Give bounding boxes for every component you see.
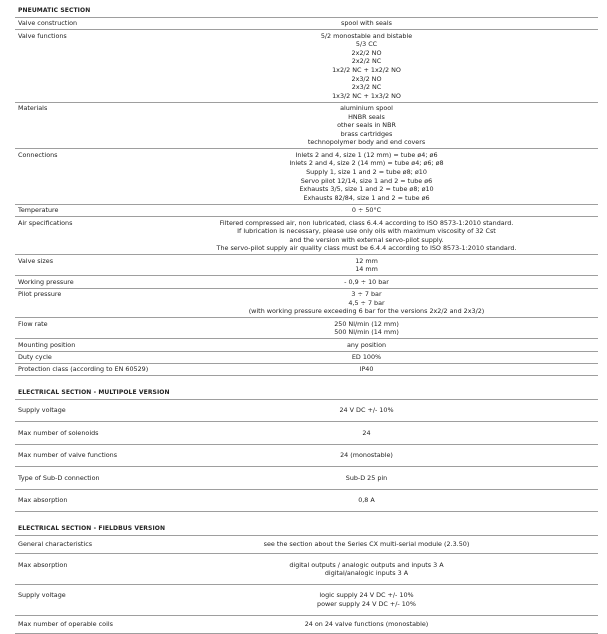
spec-value <box>175 255 598 276</box>
spec-value <box>175 363 598 375</box>
spec-value <box>175 318 598 339</box>
section-title: PNEUMATIC SECTION <box>15 5 598 17</box>
spec-value <box>175 102 598 149</box>
spec-label: Max absorption <box>15 489 175 511</box>
spec-value-line: and the version with external servo-pilot supply. <box>289 235 444 244</box>
spec-label: Valve functions <box>15 30 175 103</box>
spec-value-line: IP40 <box>359 365 374 374</box>
spec-value-line: Sub-D 25 pin <box>345 473 388 482</box>
spec-value-line: Exhausts 82/84, size 1 and 2 = tube ø6 <box>303 193 430 202</box>
section-spacer <box>15 511 598 523</box>
spec-value-line: If lubrication is necessary, please use only oils with maximum viscosity of 32 Cst <box>237 227 496 236</box>
spec-row <box>15 339 598 351</box>
spec-value-line: The servo-pilot supply air quality class must be 6.4.4 according to ISO 8573-1:2010 standard. <box>216 244 517 253</box>
spec-value-line: - 0,9 ÷ 10 bar <box>344 277 389 286</box>
spec-value-line: 5/3 CC <box>355 40 378 49</box>
spec-row <box>15 489 598 511</box>
spec-label: Flow rate <box>15 318 175 339</box>
specifications-table <box>15 5 598 634</box>
spec-value-line: (with working pressure exceeding 6 bar for the versions 2x2/2 and 2x3/2) <box>248 307 485 316</box>
spec-row <box>15 255 598 276</box>
spec-value <box>175 585 598 616</box>
section-header <box>15 523 598 535</box>
spec-value <box>175 444 598 466</box>
spec-value-line: Inlets 2 and 4, size 2 (14 mm) = tube ø4; ø6; ø8 <box>289 159 444 168</box>
spec-label: Duty cycle <box>15 351 175 363</box>
spec-row <box>15 276 598 288</box>
spec-value-line: 0 ÷ 50°C <box>351 206 382 215</box>
spec-value-line: 0,8 A <box>358 495 375 504</box>
spec-value-line: 5/2 monostable and bistable <box>320 31 413 40</box>
spec-value <box>175 489 598 511</box>
spec-value-line: 250 Nl/min (12 mm) <box>334 319 399 328</box>
spec-row <box>15 400 598 422</box>
spec-value-line: aluminium spool <box>340 104 393 113</box>
spec-value <box>175 17 598 29</box>
spec-value <box>175 467 598 489</box>
spec-label: Max number of solenoids <box>15 422 175 444</box>
spec-value <box>175 149 598 204</box>
spec-label: Air specifications <box>15 217 175 255</box>
spec-label: Max number of valve functions <box>15 444 175 466</box>
spec-value-line: 500 Nl/min (14 mm) <box>334 328 399 337</box>
spec-row <box>15 30 598 103</box>
spec-row <box>15 149 598 204</box>
spec-row <box>15 535 598 553</box>
spec-row <box>15 616 598 634</box>
spec-label: Working pressure <box>15 276 175 288</box>
spec-value-line: power supply 24 V DC +/- 10% <box>317 600 416 609</box>
spec-label: Supply voltage <box>15 400 175 422</box>
spec-value-line: 24 <box>362 428 371 437</box>
section-title: ELECTRICAL SECTION - FIELDBUS VERSION <box>15 523 598 535</box>
spec-value-line: 1x2/2 NC + 1x2/2 NO <box>332 65 401 74</box>
spec-row <box>15 585 598 616</box>
spec-label: Valve sizes <box>15 255 175 276</box>
section-header <box>15 387 598 399</box>
spec-value-line: 24 V DC +/- 10% <box>339 406 394 415</box>
spec-value-line: other seals in NBR <box>337 121 396 130</box>
spec-value <box>175 288 598 318</box>
spec-value-line: brass cartridges <box>340 129 393 138</box>
spec-row <box>15 554 598 585</box>
spec-value-line: 4,5 ÷ 7 bar <box>348 298 385 307</box>
spec-value-line: 2x3/2 NC <box>351 83 382 92</box>
spec-value-line: 24 on 24 valve functions (monostable) <box>304 620 429 629</box>
spec-value-line: 2x2/2 NC <box>351 57 382 66</box>
spec-value <box>175 554 598 585</box>
spec-label: Valve construction <box>15 17 175 29</box>
spec-value <box>175 30 598 103</box>
spec-value <box>175 616 598 634</box>
spec-value <box>175 217 598 255</box>
spec-value-line: 2x2/2 NO <box>351 48 382 57</box>
specifications-body <box>15 5 598 634</box>
spec-value-line: ED 100% <box>351 352 382 361</box>
spec-label: Mounting position <box>15 339 175 351</box>
spec-label: Max number of operable coils <box>15 616 175 634</box>
spec-label: Materials <box>15 102 175 149</box>
spec-value <box>175 422 598 444</box>
spec-value-line: 3 ÷ 7 bar <box>351 290 382 299</box>
spec-label: Pilot pressure <box>15 288 175 318</box>
spec-label: Supply voltage <box>15 585 175 616</box>
spec-row <box>15 204 598 216</box>
spec-value-line: 1x3/2 NC + 1x3/2 NO <box>332 91 401 100</box>
spec-row <box>15 217 598 255</box>
spec-value-line: see the section about the Series CX multi-serial module (2.3.50) <box>263 540 470 549</box>
spec-value-line: any position <box>346 340 387 349</box>
section-spacer <box>15 376 598 388</box>
spec-value-line: digital outputs / analogic outputs and inputs 3 A <box>289 560 444 569</box>
spec-row <box>15 444 598 466</box>
spec-value <box>175 400 598 422</box>
spec-value-line: digital/analogic inputs 3 A <box>324 569 409 578</box>
spec-value-line: 12 mm <box>355 256 378 265</box>
spec-row <box>15 288 598 318</box>
spec-value <box>175 351 598 363</box>
spec-value-line: HNBR seals <box>348 112 385 121</box>
spec-value-line: Exhausts 3/5, size 1 and 2 = tube ø8; ø10 <box>299 185 434 194</box>
spec-value-line: Inlets 2 and 4, size 1 (12 mm) = tube ø4; ø6 <box>295 150 438 159</box>
spec-value-line: 24 (monostable) <box>340 451 393 460</box>
section-title: ELECTRICAL SECTION - MULTIPOLE VERSION <box>15 387 598 399</box>
spec-row <box>15 102 598 149</box>
spec-value-line: spool with seals <box>341 19 392 28</box>
spec-value-line: Supply 1, size 1 and 2 = tube ø8; ø10 <box>306 168 427 177</box>
spec-value-line: technopolymer body and end covers <box>307 138 426 147</box>
spec-row <box>15 422 598 444</box>
spec-value-line: 14 mm <box>355 265 378 274</box>
spec-label: Temperature <box>15 204 175 216</box>
spec-value <box>175 339 598 351</box>
spec-value <box>175 204 598 216</box>
spec-row <box>15 363 598 375</box>
spec-value-line: Filtered compressed air, non lubricated, class 6.4.4 according to ISO 8573-1:2010 standard. <box>219 218 514 227</box>
spec-row <box>15 467 598 489</box>
spec-row <box>15 318 598 339</box>
spec-value <box>175 276 598 288</box>
spec-value-line: logic supply 24 V DC +/- 10% <box>319 591 414 600</box>
spec-label: Max absorption <box>15 554 175 585</box>
spec-value-line: 2x3/2 NO <box>351 74 382 83</box>
spec-row <box>15 351 598 363</box>
spec-value <box>175 535 598 553</box>
spec-value-line: Servo pilot 12/14, size 1 and 2 = tube ø6 <box>300 176 433 185</box>
section-header <box>15 5 598 17</box>
spec-label: General characteristics <box>15 535 175 553</box>
spec-label: Type of Sub-D connection <box>15 467 175 489</box>
spec-row <box>15 17 598 29</box>
spec-label: Connections <box>15 149 175 204</box>
spec-label: Protection class (according to EN 60529) <box>15 363 175 375</box>
